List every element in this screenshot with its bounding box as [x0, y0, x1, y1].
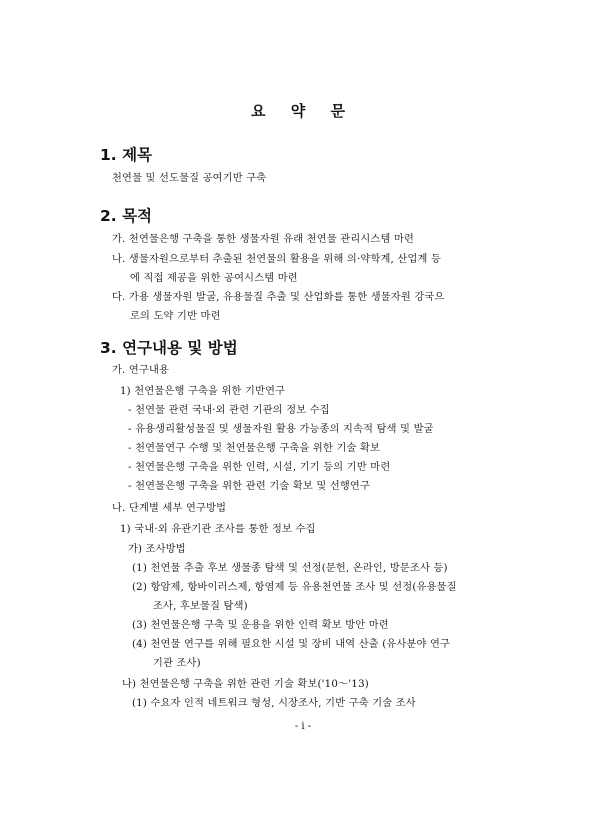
method-line: 가. 연구내용	[112, 365, 170, 376]
purpose-item-cont: 로의 도약 기반 마련	[130, 311, 221, 322]
method-bullet: - 천연물 관련 국내·외 관련 기관의 정보 수집	[128, 405, 330, 416]
method-bullet: - 천연물은행 구축을 위한 관련 기술 확보 및 선행연구	[128, 481, 371, 492]
method-subitem-cont: 조사, 후보물질 탐색)	[153, 601, 248, 612]
method-subitem: (1) 천연물 추출 후보 생물종 탐색 및 선정(문헌, 온라인, 방문조사 등)	[132, 563, 448, 574]
method-subitem-cont: 기관 조사)	[153, 658, 201, 669]
method-line: 1) 국내·외 유관기관 조사를 통한 정보 수집	[120, 524, 316, 535]
method-subitem: (3) 천연물은행 구축 및 운용을 위한 인력 확보 방안 마련	[132, 620, 389, 631]
method-bullet: - 천연물연구 수행 및 천연물은행 구축을 위한 기술 확보	[128, 443, 381, 454]
section-heading-purpose: 2. 목적	[100, 207, 153, 225]
method-line: 가) 조사방법	[128, 544, 186, 555]
section-heading-title: 1. 제목	[100, 146, 153, 164]
purpose-item: 가. 천연물은행 구축을 통한 생물자원 유래 천연물 관리시스템 마련	[112, 234, 415, 245]
page-title: 요 약 문	[251, 102, 355, 120]
method-subitem: (1) 수요자 인적 네트워크 형성, 시장조사, 기반 구축 기술 조사	[132, 698, 416, 709]
method-line: 1) 천연물은행 구축을 위한 기반연구	[120, 386, 286, 397]
method-subitem: (4) 천연물 연구를 위해 필요한 시설 및 장비 내역 산출 (유사분야 연구	[132, 639, 451, 650]
method-line: 나) 천연물은행 구축을 위한 관련 기술 확보('10～'13)	[122, 679, 369, 690]
method-subitem: (2) 항암제, 항바이러스제, 항염제 등 유용천연물 조사 및 선정(유용물질	[132, 582, 457, 593]
method-line: 나. 단계별 세부 연구방법	[112, 503, 227, 514]
method-bullet: - 천연물은행 구축을 위한 인력, 시설, 기기 등의 기반 마련	[128, 462, 391, 473]
page-number: - i -	[294, 721, 312, 732]
section-heading-methods: 3. 연구내용 및 방법	[100, 339, 238, 357]
purpose-item: 나. 생물자원으로부터 추출된 천연물의 활용을 위해 의·약학계, 산업계 등	[112, 254, 442, 265]
section-text: 천연물 및 선도물질 공여기반 구축	[112, 173, 267, 184]
method-bullet: - 유용생리활성물질 및 생물자원 활용 가능종의 지속적 탐색 및 발굴	[128, 424, 434, 435]
purpose-item: 다. 가용 생물자원 발굴, 유용물질 추출 및 산업화를 통한 생물자원 강국으	[112, 292, 445, 303]
purpose-item-cont: 에 직접 제공을 위한 공여시스템 마련	[130, 273, 298, 284]
